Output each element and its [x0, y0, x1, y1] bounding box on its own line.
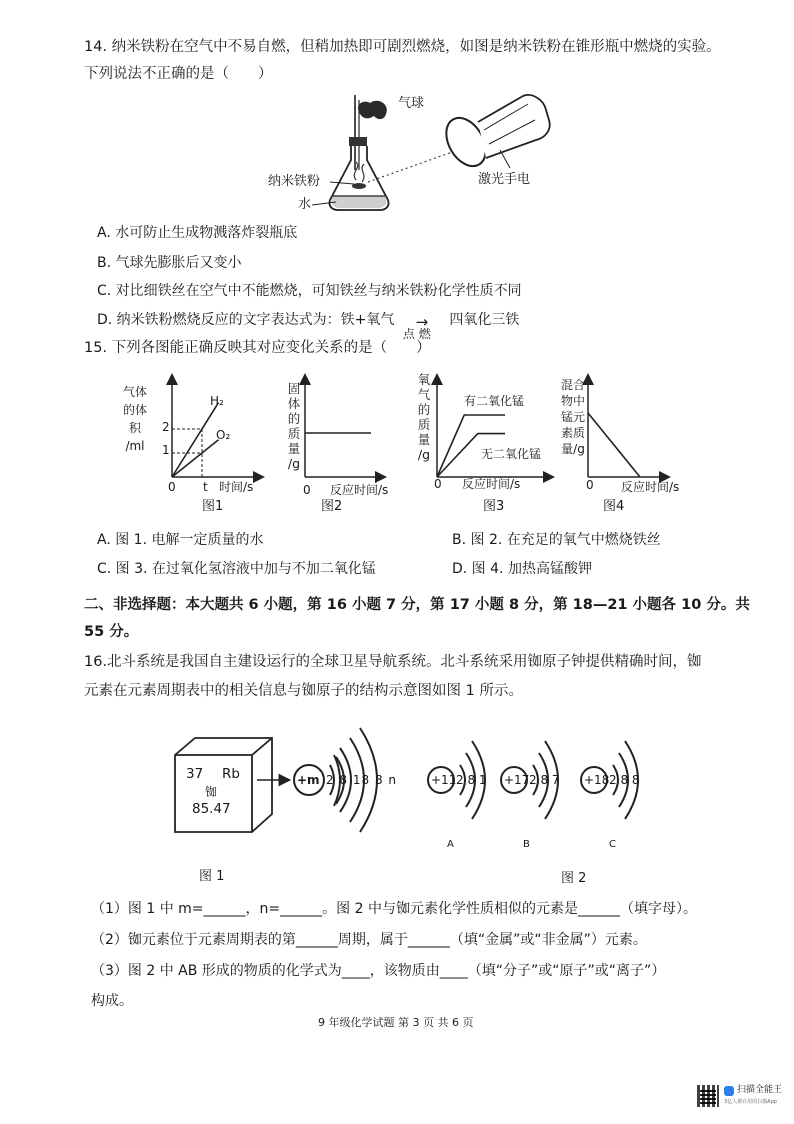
element-card-mass: 85.47 — [192, 801, 231, 817]
element-card-name: 铷 — [205, 785, 218, 799]
atom-b-letter: B — [523, 839, 530, 850]
g3-series-without: 无二氧化锰 — [481, 447, 542, 461]
element-card-number: 37 — [186, 766, 204, 782]
q16-sub2: （2）铷元素位于元素周期表的第______周期，属于______（填“金属”或“非金属”）元素。 — [91, 932, 647, 948]
q15-option-d: D. 图 4. 加热高锰酸钾 — [452, 561, 592, 577]
reaction-condition: 点 燃 — [402, 327, 431, 341]
q15-option-a: A. 图 1. 电解一定质量的水 — [97, 532, 264, 548]
g2-caption: 图2 — [321, 499, 343, 514]
atom-b-shells: 2 8 7 — [529, 773, 560, 787]
q14-option-d-suffix: 四氧化三铁 — [449, 312, 520, 328]
section2-heading-line2: 55 分。 — [84, 624, 139, 640]
atom-c-shells: 2 8 8 — [609, 773, 640, 787]
fig2-caption: 图 2 — [561, 871, 587, 886]
g3-caption: 图3 — [483, 499, 505, 514]
fig1-caption: 图 1 — [199, 869, 225, 884]
iron-powder-label: 纳米铁粉 — [268, 174, 321, 189]
qr-code-pattern — [700, 1088, 716, 1104]
q14-option-b: B. 气球先膨胀后又变小 — [97, 255, 242, 271]
g1-caption: 图1 — [202, 499, 224, 514]
balloon-label: 气球 — [398, 96, 425, 111]
g1-tick-1: 1 — [162, 443, 170, 457]
q16-stem-line1: 16.北斗系统是我国自主建设运行的全球卫星导航系统。北斗系统采用铷原子钟提供精确时间，铷 — [84, 654, 702, 670]
q16-stem-line2: 元素在元素周期表中的相关信息与铷原子的结构示意图如图 1 所示。 — [84, 683, 523, 699]
atom-b-nucleus: +17 — [504, 773, 530, 787]
g4-xlabel: 反应时间/s — [621, 480, 680, 494]
g2-ylabel: 固 体 的 质 量 /g — [287, 381, 301, 471]
g1-tick-2: 2 — [162, 420, 170, 434]
g3-origin: 0 — [434, 477, 442, 491]
atom-a-letter: A — [447, 839, 454, 850]
q14-stem-line2: 下列说法不正确的是（ ） — [84, 66, 273, 82]
q16-sub3-cont: 构成。 — [91, 993, 133, 1009]
g3-xlabel: 反应时间/s — [462, 477, 521, 491]
g3-series-with: 有二氧化锰 — [464, 394, 525, 408]
q15-option-b: B. 图 2. 在充足的氧气中燃烧铁丝 — [452, 532, 661, 548]
g3-ylabel: 氧 气 的 质 量 /g — [417, 372, 431, 462]
atom-a-nucleus: +11 — [431, 773, 457, 787]
laser-flashlight-label: 激光手电 — [478, 172, 531, 187]
q14-option-d-prefix: D. 纳米铁粉燃烧反应的文字表达式为：铁+氧气 — [97, 312, 395, 328]
scanner-name: 扫描全能王 — [737, 1085, 783, 1095]
atom-c-letter: C — [609, 839, 616, 850]
g1-xlabel: 时间/s — [219, 480, 254, 494]
section2-heading-line1: 二、非选择题：本大题共 6 小题，第 16 小题 7 分，第 17 小题 8 分，第 18—21 小题各 10 分。共 — [84, 597, 750, 613]
g4-caption: 图4 — [603, 499, 625, 514]
scanner-logo-icon — [724, 1086, 734, 1096]
atom-a-shells: 2 8 1 — [456, 773, 487, 787]
g1-origin: 0 — [168, 480, 176, 494]
q14-option-c: C. 对比细铁丝在空气中不能燃烧，可知铁丝与纳米铁粉化学性质不同 — [97, 283, 522, 299]
g1-series-o2: O₂ — [216, 428, 231, 442]
g2-origin: 0 — [303, 483, 311, 497]
rb-shell-electrons: 2 8 18 8 n — [326, 773, 398, 787]
q16-sub1: （1）图 1 中 m=______，n=______。图 2 中与铷元素化学性质相似的元素是______（填字母）。 — [91, 901, 697, 917]
rb-nucleus: +m — [297, 773, 320, 787]
q14-stem-line1: 14. 纳米铁粉在空气中不易自燃，但稍加热即可剧烈燃烧，如图是纳米铁粉在锥形瓶中燃烧的实验。 — [84, 39, 721, 55]
g2-xlabel: 反应时间/s — [330, 483, 389, 497]
q16-sub3: （3）图 2 中 AB 形成的物质的化学式为____，该物质由____（填“分子”或“原子”或“离子”） — [91, 963, 666, 979]
g1-series-h2: H₂ — [210, 394, 224, 408]
page-footer: 9 年级化学试题 第 3 页 共 6 页 — [318, 1016, 474, 1029]
g1-ylabel: 气体 的体 积 /ml — [122, 385, 147, 453]
g4-ylabel: 混合 物中 锰元 素质 量/g — [560, 378, 585, 456]
water-label: 水 — [298, 197, 312, 212]
atom-c-nucleus: +18 — [584, 773, 610, 787]
arrow-icon: → — [415, 313, 429, 331]
g4-origin: 0 — [586, 478, 594, 492]
q15-option-c: C. 图 3. 在过氧化氢溶液中加与不加二氧化锰 — [97, 561, 376, 577]
q15-stem: 15. 下列各图能正确反映其对应变化关系的是（ ） — [84, 340, 431, 356]
g1-tick-t: t — [203, 480, 208, 494]
scanner-subtitle: 3亿人都在用的扫描App — [724, 1099, 777, 1105]
q14-option-a: A. 水可防止生成物溅落炸裂瓶底 — [97, 225, 298, 241]
element-card-symbol: Rb — [222, 766, 240, 782]
